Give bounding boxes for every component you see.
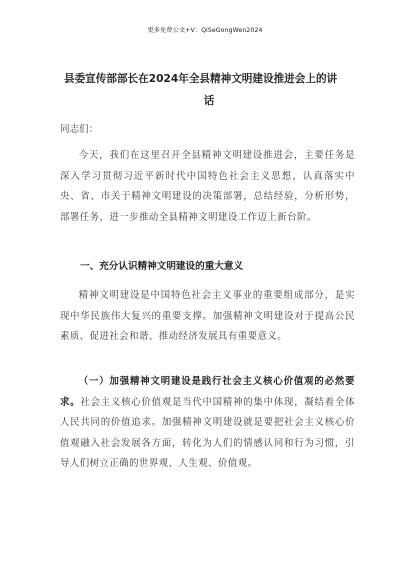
paragraph-core-values-text: 社会主义核心价值观是当代中国精神的集中体现，凝结着全体人民共同的价值追求。加强精神文明建设就是要把社会主义核心价值观融入社会发展各方面，转化为人们的情感认同和行为习惯，引导人们树立正确的世界观、人生观、价值观。 xyxy=(60,396,355,469)
section-heading-1: 一、充分认识精神文明建设的重大意义 xyxy=(80,261,244,272)
paragraph-intro: 今天，我们在这里召开全县精神文明建设推进会，主要任务是深入学习贯彻习近平新时代中国特色社会主义思想，认真落实中央、省、市关于精神文明建设的决策部署，总结经验，分析形势，部署任务，进一步推动全县精神文明建设工作迈上新台阶。 xyxy=(60,150,355,223)
title-line-1: 县委宣传部部长在2024年全县精神文明建设推进会上的讲 xyxy=(64,73,338,85)
header-banner: 更多免费公文+V：QiSeGongWen2024 xyxy=(147,27,263,34)
paragraph-core-values xyxy=(60,372,355,475)
document-title xyxy=(64,68,354,112)
salutation: 同志们： xyxy=(60,124,99,135)
subheading-1: （一）加强精神文明建设是践行社会主义核心价值观的必然要求。 xyxy=(60,376,355,408)
paragraph-significance: 精神文明建设是中国特色社会主义事业的重要组成部分，是实现中华民族伟大复兴的重要支撑。加强精神文明建设对于提高公民素质、促进社会和谐、推动经济发展具有重要意义。 xyxy=(60,290,355,342)
title-line-2: 话 xyxy=(203,95,215,107)
